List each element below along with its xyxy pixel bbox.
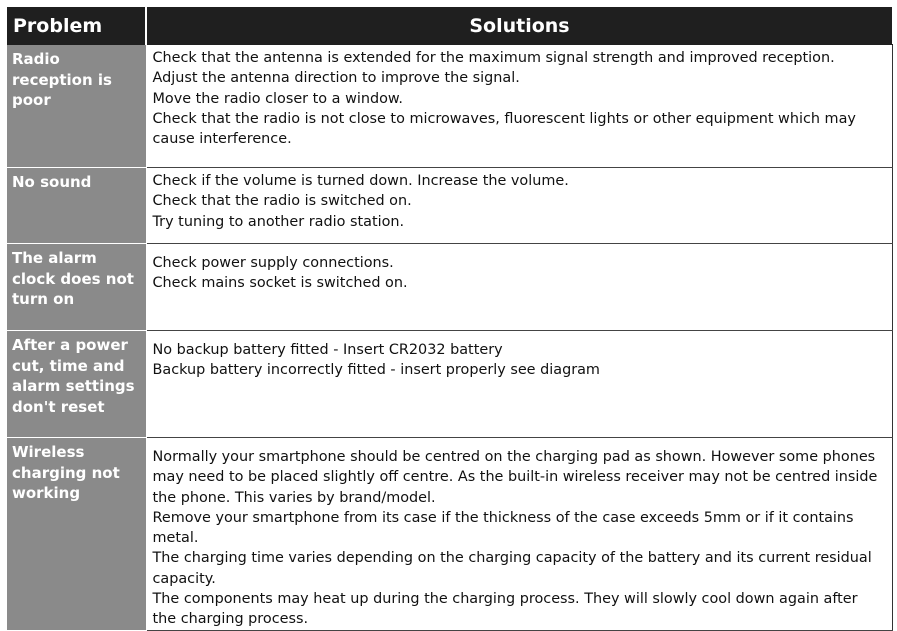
table-row (7, 168, 892, 244)
solutions-cell (146, 168, 892, 244)
problem-cell: Wireless charging not working (7, 438, 146, 631)
solution-line: Check power supply connections. (152, 255, 394, 271)
solutions-column-header: Solutions (146, 8, 892, 45)
solution-line: Normally your smartphone should be centred on the charging pad as shown. However some phones may need to be placed slightly off centre. As the built-in wireless receiver may not be centred inside the phone. This varies by brand/model. (152, 449, 878, 506)
table-row (7, 438, 892, 631)
table-row (7, 331, 892, 438)
problem-cell: After a power cut, time and alarm settings don't reset (7, 331, 146, 438)
solution-line: Check that the radio is switched on. (152, 193, 412, 210)
table-row (7, 244, 892, 331)
solutions-cell (146, 438, 892, 631)
solution-line: Remove your smartphone from its case if the thickness of the case exceeds 5mm or if it contains metal. (152, 509, 854, 547)
solution-line: Move the radio closer to a window. (152, 90, 403, 107)
table-header-row (7, 8, 892, 45)
problem-column-header: Problem (7, 8, 146, 45)
solutions-cell (146, 331, 892, 438)
problem-cell: The alarm clock does not turn on (7, 244, 146, 331)
solution-line: Backup battery incorrectly fitted - insert properly see diagram (152, 362, 600, 379)
troubleshooting-table (7, 7, 893, 631)
solution-line: Adjust the antenna direction to improve the signal. (152, 70, 520, 87)
solution-line: The charging time varies depending on the charging capacity of the battery and its current residual capacity. (152, 550, 872, 587)
solution-line: The components may heat up during the charging process. They will slowly cool down again after the charging process. (152, 591, 858, 628)
problem-cell: Radio reception is poor (7, 45, 146, 168)
problem-cell: No sound (7, 168, 146, 244)
solution-line: Try tuning to another radio station. (152, 213, 405, 230)
solution-line: Check if the volume is turned down. Increase the volume. (152, 173, 569, 189)
solution-line: Check that the antenna is extended for the maximum signal strength and improved reception. (152, 50, 835, 66)
troubleshooting-document (7, 7, 892, 628)
solutions-cell (146, 244, 892, 331)
solution-line: Check that the radio is not close to microwaves, fluorescent lights or other equipment which may cause interference. (152, 110, 856, 148)
solution-line: Check mains socket is switched on. (152, 275, 408, 292)
table-row (7, 45, 892, 168)
solutions-cell (146, 45, 892, 168)
solution-line: No backup battery fitted - Insert CR2032 battery (152, 342, 503, 358)
